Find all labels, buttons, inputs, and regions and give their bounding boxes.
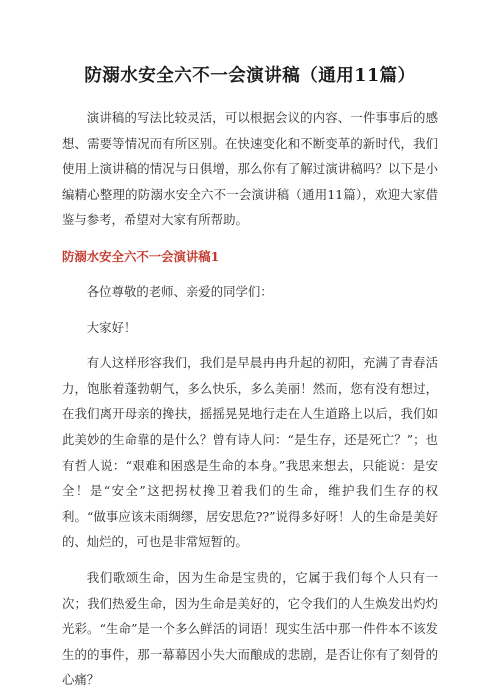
- body-paragraph-1: 有人这样形容我们，我们是早晨冉冉升起的初阳，充满了青春活力，饱胀着蓬勃朝气，多么快乐，多么美丽！然而，您有没有想过，在我们离开母亲的搀扶，摇摇晃晃地行走在人生道路上以后，我们如此美妙的生命靠的是什么？曾有诗人问：“是生存，还是死亡？”；也有哲人说：“艰难和困惑是生命的本身。”我思来想去，只能说：是安全！是“安全”这把拐杖搀卫着我们的生命，维护我们生存的权利。“做事应该未雨绸缪，居安思危??”说得多好呀！人的生命是美好的、灿烂的，可也是非常短暂的。: [62, 355, 438, 550]
- section-heading: 防溺水安全六不一会演讲稿1: [62, 248, 220, 264]
- salutation-line: 大家好！: [86, 319, 137, 335]
- intro-paragraph: 演讲稿的写法比较灵活，可以根据会议的内容、一件事事后的感想、需要等情况而有所区别。在快速变化和不断变革的新时代，我们使用上演讲稿的情况与日俱增，那么你有了解过演讲稿吗？以下是小编精心整理的防溺水安全六不一会演讲稿（通用11篇），欢迎大家借鉴与参考，希望对大家有所帮助。: [62, 110, 438, 228]
- greeting-line: 各位尊敬的老师、亲爱的同学们：: [86, 283, 273, 299]
- document-title: 防溺水安全六不一会演讲稿（通用11篇）: [84, 66, 416, 86]
- body-paragraph-2: 我们歌颂生命，因为生命是宝贵的，它属于我们每个人只有一次；我们热爱生命，因为生命是美好的，它令我们的人生焕发出灼灼光彩。“生命”是一个多么鲜活的词语！现实生活中那一件件本不该发生的的事件，那一幕幕因小失大而酿成的悲剧，是否让你有了刻骨的心痛？: [62, 569, 438, 688]
